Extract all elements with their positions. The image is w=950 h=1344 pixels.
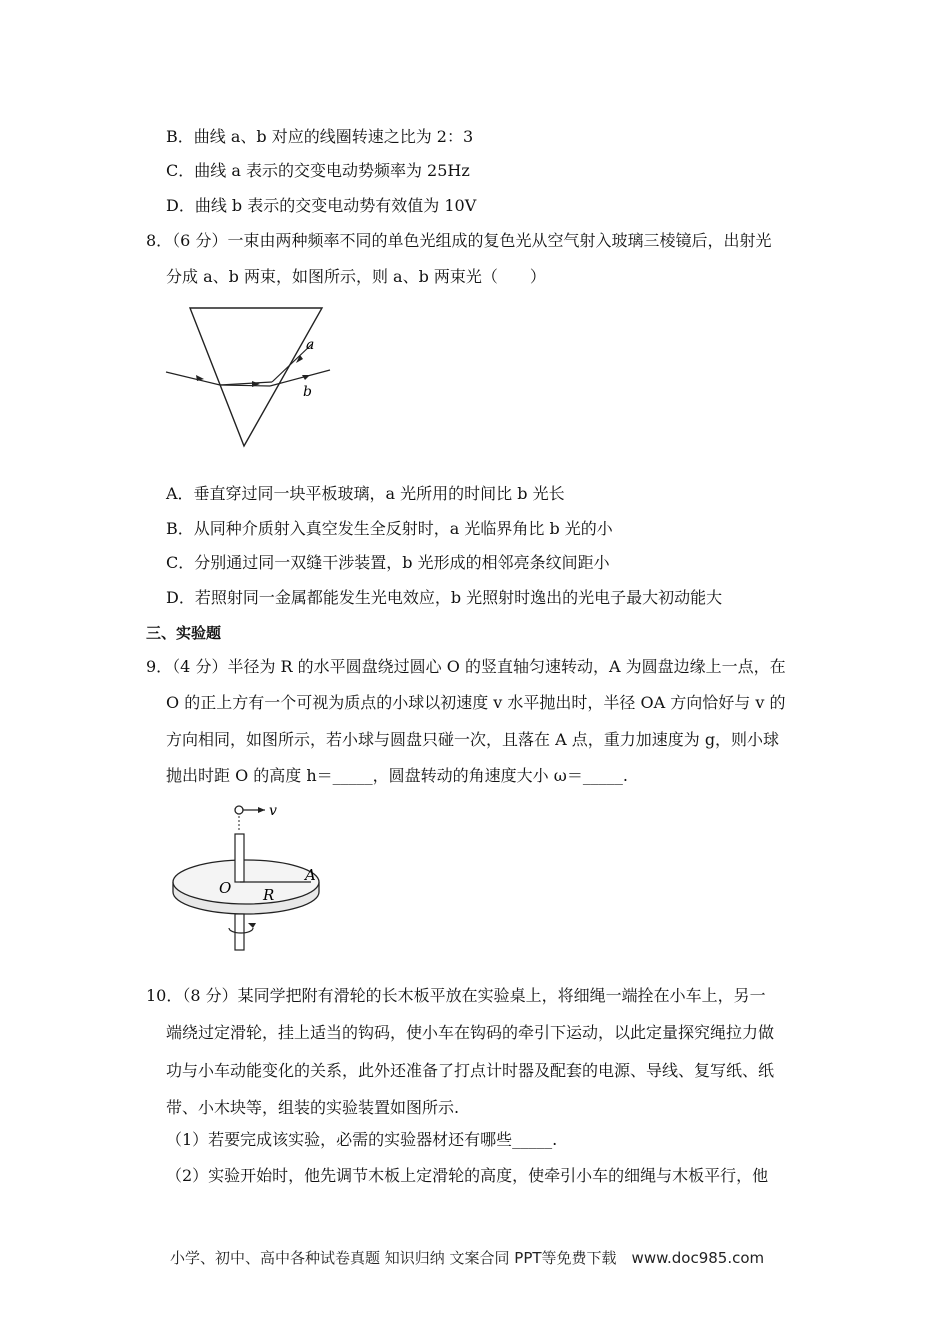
- q9-stem-line1: 9．（4 分）半径为 R 的水平圆盘绕过圆心 O 的竖直轴匀速转动，A 为圆盘边缘上一点，在: [146, 657, 786, 676]
- q10-stem-line3: 功与小车动能变化的关系，此外还准备了打点计时器及配套的电源、导线、复写纸、纸: [166, 1061, 775, 1080]
- q8-option-c: C．分别通过同一双缝干涉装置，b 光形成的相邻亮条纹间距小: [166, 553, 610, 572]
- q9-stem-line3: 方向相同，如图所示，若小球与圆盘只碰一次，且落在 A 点，重力加速度为 g，则小球: [166, 730, 780, 749]
- q10-stem-line1: 10．（8 分）某同学把附有滑轮的长木板平放在实验桌上，将细绳一端拴在小车上，另一: [146, 986, 766, 1005]
- ray-a-label: a: [306, 337, 315, 353]
- q7-option-d: D．曲线 b 表示的交变电动势有效值为 10V: [166, 196, 477, 215]
- q9-stem-line2: O 的正上方有一个可视为质点的小球以初速度 v 水平抛出时，半径 OA 方向恰好与 v 的: [166, 693, 786, 712]
- q8-option-a: A．垂直穿过同一块平板玻璃，a 光所用的时间比 b 光长: [166, 484, 565, 503]
- q9-stem-line4: 抛出时距 O 的高度 h＝_____，圆盘转动的角速度大小 ω＝_____.: [166, 766, 628, 785]
- q7-option-b: B．曲线 a、b 对应的线圈转速之比为 2：3: [166, 127, 474, 146]
- q7-option-c: C．曲线 a 表示的交变电动势频率为 25Hz: [166, 161, 470, 180]
- q10-stem-line4: 带、小木块等，组装的实验装置如图所示.: [166, 1098, 460, 1117]
- velocity-label: v: [269, 803, 277, 819]
- q8-option-d: D．若照射同一金属都能发生光电效应，b 光照射时逸出的光电子最大初动能大: [166, 588, 723, 607]
- ray-b-label: b: [303, 384, 312, 400]
- point-a-label: A: [305, 866, 316, 884]
- q10-stem-line2: 端绕过定滑轮，挂上适当的钩码，使小车在钩码的牵引下运动，以此定量探究绳拉力做: [166, 1023, 775, 1042]
- center-label: O: [219, 879, 232, 897]
- section-title: 三、实验题: [146, 624, 222, 642]
- prism-figure: [160, 300, 360, 455]
- disk-figure: [165, 798, 335, 958]
- q8-stem-line1: 8．（6 分）一束由两种频率不同的单色光组成的复色光从空气射入玻璃三棱镜后，出射光: [146, 231, 772, 250]
- q8-stem-line2: 分成 a、b 两束，如图所示，则 a、b 两束光（ ）: [166, 267, 546, 286]
- q10-sub2: （2）实验开始时，他先调节木板上定滑轮的高度，使牵引小车的细绳与木板平行，他: [166, 1166, 769, 1185]
- q10-sub1: （1）若要完成该实验，必需的实验器材还有哪些_____.: [166, 1130, 558, 1149]
- q8-option-b: B．从同种介质射入真空发生全反射时，a 光临界角比 b 光的小: [166, 519, 613, 538]
- page-footer: 小学、初中、高中各种试卷真题 知识归纳 文案合同 PPT等免费下载 www.doc985.com: [170, 1249, 765, 1267]
- radius-label: R: [263, 886, 275, 904]
